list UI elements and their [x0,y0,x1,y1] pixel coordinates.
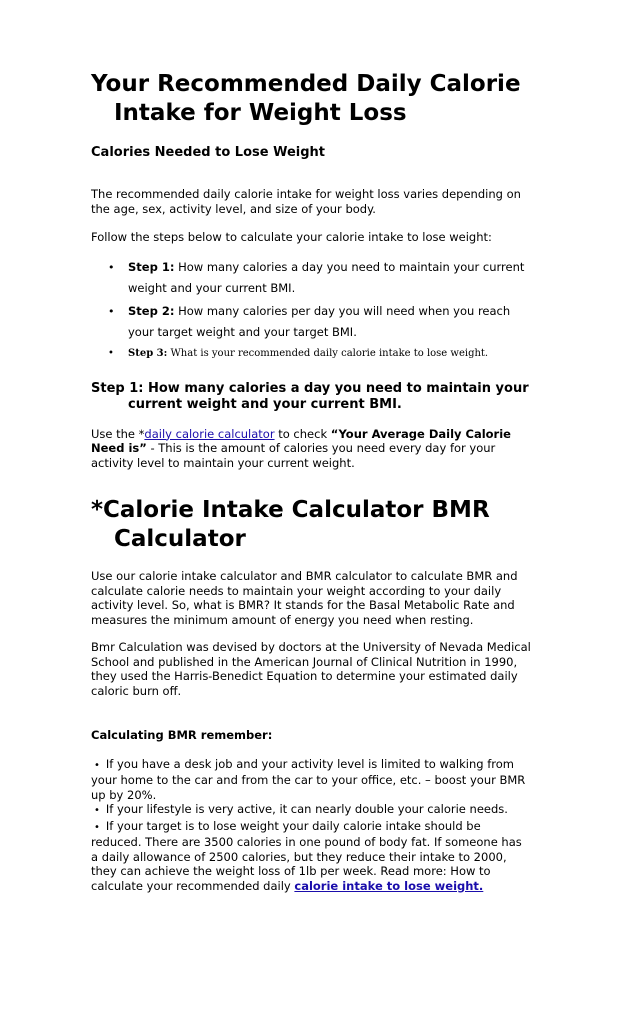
list-item [91,301,531,343]
step1-mid: to check [274,426,331,441]
bullet-icon: • [108,260,115,274]
step-text: How many calories a day you need to maintain your current weight and your current BMI. [128,259,525,295]
step-label: Step 3: [128,347,168,359]
bmr-item-text: If you have a desk job and your activity level is limited to walking from your home to the car and from the car to your office, etc. – boost your BMR up by 20%. [91,756,526,802]
calculator-heading: *Calorie Intake Calculator BMR Calculator [91,497,490,552]
calc-paragraph-1: Use our calorie intake calculator and BMR calculator to calculate BMR and calculate calorie needs to maintain your weight according to your daily activity level. So, what is BMR? It stands for the Basal Metabolic Rate and measures the minimum amount of energy you need when resting. [91,569,518,627]
bullet-icon: • [94,805,100,816]
step1-post: - This is the amount of calories you need every day for your activity level to maintain your current weight. [91,441,496,470]
step1-heading: Step 1: How many calories a day you need to maintain your current weight and your current BMI. [91,380,529,412]
list-item [91,757,531,803]
daily-calorie-calculator-link[interactable]: daily calorie calculator [144,426,275,441]
step-label: Step 1: [128,259,175,274]
bmr-list [91,757,531,894]
document-page [91,70,531,893]
step1-paragraph [91,427,531,471]
bullet-icon: • [94,821,100,833]
steps-list [91,257,531,363]
bmr-heading: Calculating BMR remember: [91,728,273,742]
list-item [91,345,531,363]
steps-intro: Follow the steps below to calculate your calorie intake to lose weight: [91,230,492,244]
page-title: Your Recommended Daily Calorie Intake for Weight Loss [91,71,521,126]
bmr-item-text: If your lifestyle is very active, it can nearly double your calorie needs. [105,802,508,816]
list-item [91,257,531,299]
intro-paragraph: The recommended daily calorie intake for weight loss varies depending on the age, sex, activity level, and size of your body. [91,187,521,216]
list-item [91,802,531,819]
step-text: How many calories per day you will need when you reach your target weight and your target BMI. [128,303,511,339]
calc-paragraph-2: Bmr Calculation was devised by doctors at the University of Nevada Medical School and published in the American Journal of Clinical Nutrition in 1990, they used the Harris-Benedict Equation to determine your estimated daily caloric burn off. [91,640,531,698]
list-item [91,819,531,894]
bullet-icon: • [108,304,115,318]
step-label: Step 2: [128,303,175,318]
step-text: What is your recommended daily calorie intake to lose weight. [167,347,489,359]
step1-bold: “Your Average Daily Calorie Need is” [91,426,511,455]
bullet-icon: • [108,347,114,359]
bullet-icon: • [94,759,100,771]
subtitle: Calories Needed to Lose Weight [91,145,326,160]
step1-pre: Use the * [91,426,145,441]
calorie-intake-link[interactable]: calorie intake to lose weight. [294,878,484,893]
bmr-item-text: If your target is to lose weight your daily calorie intake should be reduced. There are 3500 calories in one pound of body fat. If someone has a daily allowance of 2500 calories, but they reduce their intake to 2000, they can achieve the weight loss of 1lb per week. Read more: How to calculate your recommended daily [91,818,522,893]
